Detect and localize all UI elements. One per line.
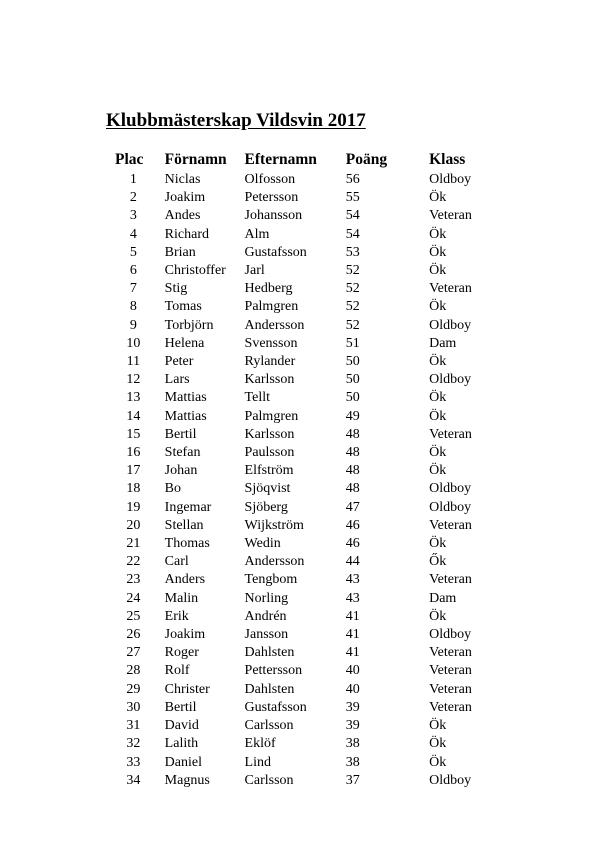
first-name-cell: Peter	[164, 354, 194, 370]
table-row	[106, 353, 506, 371]
place-cell: 28	[126, 663, 141, 679]
place-cell: 31	[126, 718, 141, 734]
header-row	[106, 148, 506, 171]
class-cell: Ök	[429, 354, 447, 370]
last-name-cell: Palmgren	[244, 408, 299, 424]
place-cell: 32	[126, 736, 141, 752]
last-name-cell: Elfström	[244, 463, 294, 479]
table-row	[106, 408, 506, 426]
points-cell: 41	[345, 645, 360, 661]
place-cell: 33	[126, 754, 141, 770]
points-cell: 48	[345, 481, 360, 497]
last-name-cell: Eklöf	[244, 736, 276, 752]
header-class: Klass	[429, 151, 466, 168]
table-row	[106, 371, 506, 389]
table-row	[106, 699, 506, 717]
last-name-cell: Karlsson	[244, 426, 295, 442]
first-name-cell: Daniel	[164, 754, 202, 770]
table-row	[106, 499, 506, 517]
points-cell: 46	[345, 517, 360, 533]
class-cell: Ök	[429, 463, 447, 479]
table-row	[106, 571, 506, 589]
place-cell: 9	[129, 317, 137, 333]
table-row	[106, 462, 506, 480]
class-cell: Oldboy	[429, 372, 472, 388]
header-last-name: Efternamn	[244, 151, 317, 168]
last-name-cell: Carlsson	[244, 718, 294, 734]
table-row	[106, 298, 506, 316]
table-row	[106, 335, 506, 353]
first-name-cell: Malin	[164, 590, 199, 606]
place-cell: 4	[129, 226, 137, 242]
first-name-cell: Bertil	[164, 426, 197, 442]
class-cell: Veteran	[429, 208, 472, 224]
class-cell: Ők	[429, 554, 447, 570]
last-name-cell: Dahlsten	[244, 645, 295, 661]
points-cell: 50	[345, 372, 360, 388]
last-name-cell: Petersson	[244, 190, 299, 206]
table-header	[106, 148, 506, 171]
first-name-cell: Roger	[164, 645, 199, 661]
table-row	[106, 553, 506, 571]
table-row	[106, 389, 506, 407]
first-name-cell: Brian	[164, 244, 196, 260]
place-cell: 12	[126, 372, 141, 388]
table-row	[106, 317, 506, 335]
class-cell: Oldboy	[429, 172, 472, 187]
points-cell: 49	[345, 408, 360, 424]
points-cell: 52	[345, 281, 360, 297]
place-cell: 15	[126, 426, 141, 442]
table-row	[106, 535, 506, 553]
last-name-cell: Lind	[244, 754, 271, 770]
header-place: Plac	[115, 151, 144, 168]
place-cell: 16	[126, 445, 141, 461]
points-cell: 47	[345, 499, 360, 515]
class-cell: Ök	[429, 608, 447, 624]
class-cell: Ök	[429, 536, 447, 552]
first-name-cell: Erik	[164, 608, 189, 624]
table-row	[106, 644, 506, 662]
table-row	[106, 662, 506, 680]
first-name-cell: Helena	[164, 335, 205, 351]
class-cell: Veteran	[429, 572, 472, 588]
class-cell: Dam	[429, 590, 457, 606]
points-cell: 48	[345, 463, 360, 479]
class-cell: Ök	[429, 718, 447, 734]
points-cell: 48	[345, 445, 360, 461]
table-row	[106, 171, 506, 189]
place-cell: 1	[129, 172, 137, 187]
points-cell: 51	[345, 335, 360, 351]
first-name-cell: Tomas	[164, 299, 202, 315]
place-cell: 5	[129, 244, 137, 260]
table-row	[106, 772, 506, 790]
first-name-cell: David	[164, 718, 199, 734]
place-cell: 22	[126, 554, 141, 570]
place-cell: 10	[126, 335, 141, 351]
table-row	[106, 681, 506, 699]
points-cell: 43	[345, 572, 360, 588]
first-name-cell: Stefan	[164, 445, 201, 461]
points-cell: 39	[345, 718, 360, 734]
points-cell: 40	[345, 681, 360, 697]
first-name-cell: Niclas	[164, 172, 201, 187]
points-cell: 54	[345, 226, 360, 242]
table-row	[106, 426, 506, 444]
last-name-cell: Rylander	[244, 354, 296, 370]
points-cell: 55	[345, 190, 360, 206]
points-cell: 50	[345, 354, 360, 370]
table-body	[106, 171, 506, 790]
table-row	[106, 754, 506, 772]
table-row	[106, 189, 506, 207]
first-name-cell: Rolf	[164, 663, 190, 679]
last-name-cell: Karlsson	[244, 372, 295, 388]
first-name-cell: Mattias	[164, 390, 207, 406]
last-name-cell: Wijkström	[244, 517, 304, 533]
place-cell: 17	[126, 463, 141, 479]
first-name-cell: Lalith	[164, 736, 199, 752]
place-cell: 27	[126, 645, 141, 661]
class-cell: Veteran	[429, 281, 472, 297]
results-table	[106, 148, 506, 790]
last-name-cell: Tengbom	[244, 572, 298, 588]
class-cell: Veteran	[429, 517, 472, 533]
first-name-cell: Stellan	[164, 517, 204, 533]
table-row	[106, 517, 506, 535]
points-cell: 43	[345, 590, 360, 606]
last-name-cell: Andersson	[244, 554, 305, 570]
class-cell: Ök	[429, 408, 447, 424]
place-cell: 14	[126, 408, 141, 424]
first-name-cell: Ingemar	[164, 499, 212, 515]
first-name-cell: Torbjörn	[164, 317, 214, 333]
class-cell: Veteran	[429, 645, 472, 661]
class-cell: Oldboy	[429, 481, 472, 497]
points-cell: 39	[345, 699, 360, 715]
table-row	[106, 717, 506, 735]
place-cell: 19	[126, 499, 141, 515]
class-cell: Ök	[429, 390, 447, 406]
first-name-cell: Stig	[164, 281, 188, 297]
last-name-cell: Andrén	[244, 608, 287, 624]
last-name-cell: Andersson	[244, 317, 305, 333]
place-cell: 8	[129, 299, 137, 315]
first-name-cell: Thomas	[164, 536, 210, 552]
place-cell: 24	[126, 590, 141, 606]
table-row	[106, 207, 506, 225]
class-cell: Veteran	[429, 663, 472, 679]
table-row	[106, 735, 506, 753]
place-cell: 25	[126, 608, 141, 624]
last-name-cell: Olfosson	[244, 172, 296, 187]
first-name-cell: Johan	[164, 463, 198, 479]
place-cell: 26	[126, 627, 141, 643]
class-cell: Ök	[429, 263, 447, 279]
class-cell: Oldboy	[429, 772, 472, 788]
last-name-cell: Jansson	[244, 627, 289, 643]
class-cell: Ök	[429, 754, 447, 770]
last-name-cell: Tellt	[244, 390, 271, 406]
first-name-cell: Carl	[164, 554, 189, 570]
place-cell: 18	[126, 481, 141, 497]
last-name-cell: Wedin	[244, 536, 281, 552]
place-cell: 2	[129, 190, 137, 206]
points-cell: 38	[345, 754, 360, 770]
class-cell: Ök	[429, 736, 447, 752]
class-cell: Ök	[429, 190, 447, 206]
first-name-cell: Christer	[164, 681, 210, 697]
class-cell: Veteran	[429, 699, 472, 715]
table-row	[106, 244, 506, 262]
first-name-cell: Andes	[164, 208, 201, 224]
class-cell: Dam	[429, 335, 457, 351]
last-name-cell: Sjöqvist	[244, 481, 291, 497]
place-cell: 6	[129, 263, 137, 279]
class-cell: Oldboy	[429, 499, 472, 515]
class-cell: Oldboy	[429, 317, 472, 333]
table-row	[106, 480, 506, 498]
table-row	[106, 590, 506, 608]
points-cell: 52	[345, 299, 360, 315]
first-name-cell: Bertil	[164, 699, 197, 715]
points-cell: 38	[345, 736, 360, 752]
class-cell: Ök	[429, 226, 447, 242]
class-cell: Veteran	[429, 426, 472, 442]
first-name-cell: Christoffer	[164, 263, 226, 279]
table-row	[106, 444, 506, 462]
last-name-cell: Sjöberg	[244, 499, 288, 515]
class-cell: Oldboy	[429, 627, 472, 643]
points-cell: 56	[345, 172, 360, 187]
table-row	[106, 280, 506, 298]
first-name-cell: Bo	[164, 481, 182, 497]
first-name-cell: Joakim	[164, 627, 206, 643]
place-cell: 34	[126, 772, 141, 788]
place-cell: 3	[129, 208, 137, 224]
place-cell: 21	[126, 536, 141, 552]
points-cell: 48	[345, 426, 360, 442]
points-cell: 52	[345, 317, 360, 333]
last-name-cell: Palmgren	[244, 299, 299, 315]
last-name-cell: Paulsson	[244, 445, 295, 461]
last-name-cell: Jarl	[244, 263, 265, 279]
first-name-cell: Anders	[164, 572, 206, 588]
points-cell: 46	[345, 536, 360, 552]
table-row	[106, 608, 506, 626]
last-name-cell: Alm	[244, 226, 270, 242]
class-cell: Veteran	[429, 681, 472, 697]
points-cell: 50	[345, 390, 360, 406]
last-name-cell: Carlsson	[244, 772, 294, 788]
header-points: Poäng	[345, 151, 388, 168]
points-cell: 52	[345, 263, 360, 279]
last-name-cell: Norling	[244, 590, 289, 606]
points-cell: 37	[345, 772, 360, 788]
points-cell: 54	[345, 208, 360, 224]
first-name-cell: Lars	[164, 372, 190, 388]
first-name-cell: Joakim	[164, 190, 206, 206]
last-name-cell: Hedberg	[244, 281, 293, 297]
last-name-cell: Pettersson	[244, 663, 303, 679]
points-cell: 44	[345, 554, 360, 570]
table-row	[106, 262, 506, 280]
class-cell: Ök	[429, 445, 447, 461]
place-cell: 13	[126, 390, 141, 406]
place-cell: 11	[126, 354, 141, 370]
class-cell: Ök	[429, 244, 447, 260]
place-cell: 30	[126, 699, 141, 715]
first-name-cell: Mattias	[164, 408, 207, 424]
first-name-cell: Magnus	[164, 772, 210, 788]
last-name-cell: Gustafsson	[244, 244, 307, 260]
class-cell: Ök	[429, 299, 447, 315]
last-name-cell: Johansson	[244, 208, 303, 224]
table-row	[106, 226, 506, 244]
points-cell: 41	[345, 627, 360, 643]
points-cell: 53	[345, 244, 360, 260]
header-first-name: Förnamn	[164, 151, 227, 168]
place-cell: 29	[126, 681, 141, 697]
last-name-cell: Gustafsson	[244, 699, 307, 715]
place-cell: 7	[129, 281, 137, 297]
table-row	[106, 626, 506, 644]
place-cell: 23	[126, 572, 141, 588]
last-name-cell: Svensson	[244, 335, 298, 351]
points-cell: 41	[345, 608, 360, 624]
first-name-cell: Richard	[164, 226, 209, 242]
place-cell: 20	[126, 517, 141, 533]
last-name-cell: Dahlsten	[244, 681, 295, 697]
points-cell: 40	[345, 663, 360, 679]
page-title: Klubbmästerskap Vildsvin 2017	[106, 110, 366, 131]
